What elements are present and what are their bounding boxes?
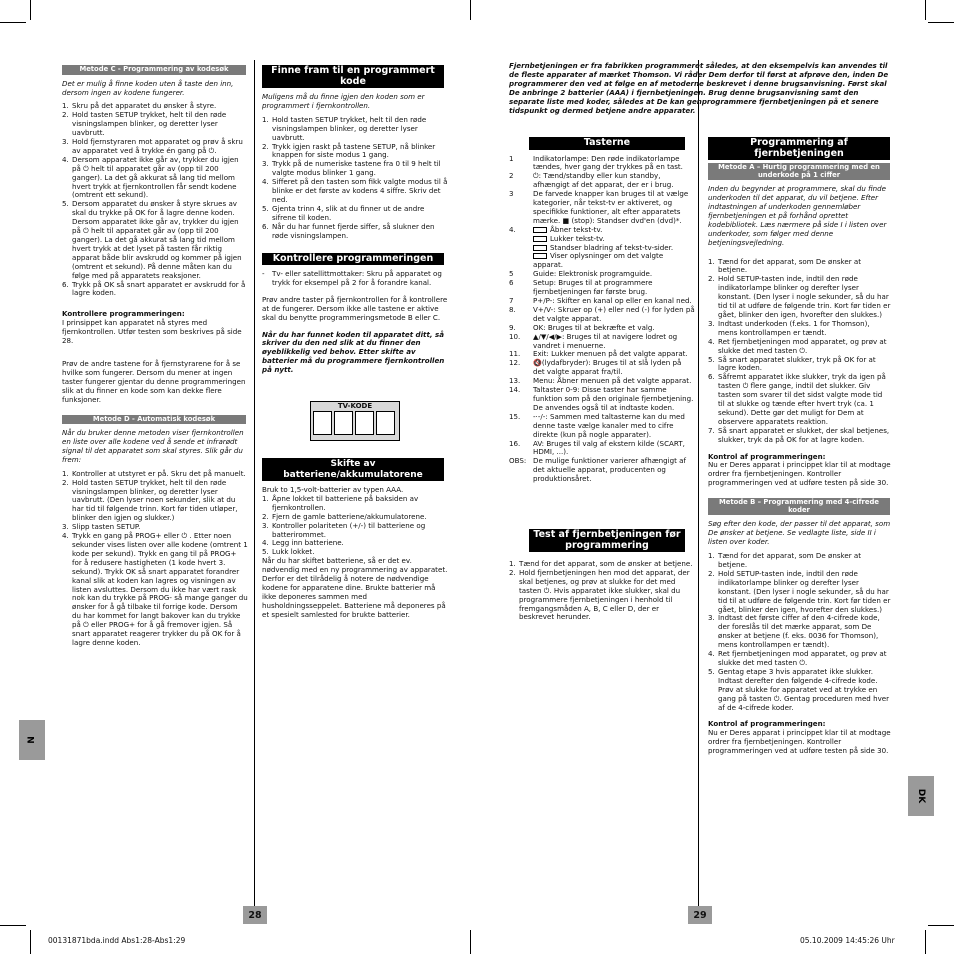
list-item: 1. Tænd for det apparat, som De ønsker at betjene. bbox=[708, 256, 862, 275]
section-header-test: Test af fjernbetjeningen før programmering bbox=[529, 529, 685, 552]
column-4 bbox=[708, 134, 891, 761]
tv-code-digit-box bbox=[334, 411, 353, 435]
teletext-off-icon bbox=[533, 236, 547, 242]
tv-code-box bbox=[310, 401, 400, 441]
list-item: 2. Hold fjernbetjeningen hen mod det apparat, der skal betjenes, og prøv at slukke for det med tasten ⏻. Hvis apparatet ikke slukker, skal du programmere fjernbetjeningen i henhold til fremgangsmåden A, B, C eller D, der er beskrevet herunder. bbox=[509, 567, 690, 622]
control-title: Kontrollere programmeringen: bbox=[62, 309, 185, 319]
list-item: 5. Gentag etape 3 hvis apparatet ikke slukker. Indtast derefter den følgende 4-cifrede kode. Prøv at slukke for apparatet ved at trykke en gang på tasten ⏻. Gentag proceduren med hver af de 4-cifrede koder. bbox=[708, 666, 890, 712]
list-item: 3. Indtast underkoden (f.eks. 1 for Thomson), mens kontrollampen er tændt. bbox=[708, 318, 870, 337]
table-row: 4. Åbner tekst-tv. bbox=[509, 224, 603, 234]
list-item: 3. Slipp tasten SETUP. bbox=[62, 522, 141, 532]
control-text-a: Nu er Deres apparat i princippet klar til at modtage ordrer fra fjernbetjeningen. Kontroller programmeringen ved at udføre testen på side 30. bbox=[708, 460, 891, 488]
list-item: 4. Sifferet på den tasten som fikk valgte modus til å blinke er det første av kodens 4 siffre. Skriv det ned. bbox=[262, 177, 448, 204]
section-header-find-code: Finne fram til en programmert kode bbox=[262, 65, 444, 88]
table-row: 14. Taltaster 0-9: Disse taster har samme funktion som på den originale fjernbetjening. De anvendes også til at indtaste koden. bbox=[509, 385, 694, 412]
list-item: 1. Kontroller at utstyret er på. Skru det på manuelt. bbox=[62, 468, 246, 478]
find-intro: Muligens må du finne igjen den koden som er programmert i fjernkontrollen. bbox=[262, 92, 425, 110]
section-header-keys: Tasterne bbox=[529, 137, 685, 150]
crop-mark bbox=[30, 930, 31, 954]
section-header-control: Kontrollere programmeringen bbox=[262, 253, 444, 266]
column-divider bbox=[254, 60, 255, 912]
list-item: 1. Tænd for det apparat, som De ønsker at betjene. bbox=[708, 551, 862, 569]
section-header-method-b: Metode B – Programmering med 4-cifrede koder bbox=[708, 498, 890, 515]
crop-mark bbox=[0, 925, 26, 926]
list-item: 4. Ret fjernbetjeningen mod apparatet, og prøv at slukke det med tasten ⏻. bbox=[708, 649, 887, 667]
section-header-programming: Programmering af fjernbetjeningen bbox=[708, 137, 890, 160]
method-b-steps bbox=[708, 552, 891, 712]
method-d-steps bbox=[62, 470, 248, 648]
crop-mark bbox=[470, 0, 471, 20]
table-row: 10. ▲/▼/◀/▶: Bruges til at navigere lodret og vandret i menuerne. bbox=[509, 331, 678, 350]
list-item: 4. Legg inn batteriene. bbox=[262, 538, 344, 548]
table-row: 8. V+/V-: Skruer op (+) eller ned (-) for lyden på det valgte apparat. bbox=[509, 304, 695, 323]
list-item: 6. Når du har funnet fjerde siffer, så slukner den røde visningslampen. bbox=[262, 221, 435, 240]
battery-text: Når du har skiftet batteriene, så er det ev. nødvendig med en ny programmering av apparatet. Derfor er det tilrådelig å notere de nødvendige kodene for apparatene dine. Brukte batterier må ikke deponeres sammen med husholdningsseppelet. Batteriene må deponeres på et spesielt samlested for brukte batterier. bbox=[262, 556, 448, 619]
column-3-lower bbox=[509, 526, 695, 622]
method-d-intro: Når du bruker denne metoden viser fjernkontrollen en liste over alle kodene ved å sende et infrarødt signal til det apparatet som skal styres. Slik går du frem: bbox=[62, 428, 244, 464]
intro-paragraph bbox=[509, 62, 889, 120]
keys-table bbox=[509, 155, 695, 485]
tv-code-cells bbox=[311, 411, 399, 435]
tv-code-digit-box bbox=[355, 411, 374, 435]
teletext-on-icon bbox=[533, 227, 547, 233]
control-title-b: Kontrol af programmeringen: bbox=[708, 719, 826, 729]
footer-file-info: 00131871bda.indd Abs1:28-Abs1:29 bbox=[48, 936, 186, 945]
method-c-intro: Det er mulig å finne koden uten å taste den inn, dersom ingen av kodene fungerer. bbox=[62, 78, 234, 97]
control-title-a: Kontrol af programmeringen: bbox=[708, 451, 826, 461]
column-2-lower bbox=[262, 455, 448, 625]
list-item: 4. Trykk en gang på PROG+ eller ⏻ . Etter noen sekunder vises listen over alle kodene (omtrent 1 kode per sekund). Trykk en gang til på PROG+ for å redusere hastigheten (1 kode hvert 3. sekund). Trykk OK så snart apparatet forandrer kanal slik at koden kan lagres og visningen av listen avsluttes. Dersom du ikke har vært rask nok kan du trykke på PROG- så mange ganger du ønsker for å gå tilbake til forrige kode. Dersom du har kommet for langt bakover kan du trykke på ⏻ eller PROG+ for å gå fremover igjen. Så snart apparatet reagerer trykker du på OK for å lagre denne koden. bbox=[62, 531, 248, 647]
list-item: 2. Hold SETUP-tasten inde, indtil den røde indikatorlampe blinker og derefter lyser konstant. (Den lyser i nogle sekunder, så du har tid til at udføre de følgende trin. Kort før tiden er gået, blinker den igen, hvorefter den slukkes.) bbox=[708, 568, 891, 614]
table-row: Standser bladring af tekst-tv-sider. bbox=[509, 244, 695, 253]
table-row: 12. 🔇(lydafbryder): Bruges til at slå lyden på det valgte apparat fra/til. bbox=[509, 358, 682, 377]
info-icon bbox=[533, 253, 547, 259]
list-item: 2. Fjern de gamle batteriene/akkumulatorene. bbox=[262, 511, 427, 521]
table-row: 5 Guide: Elektronisk programguide. bbox=[509, 269, 653, 279]
table-row: OBS: De mulige funktioner varierer afhængigt af det aktuelle apparat, producenten og produktionsåret. bbox=[509, 456, 687, 484]
list-item: 4. Ret fjernbetjeningen mod apparatet, og prøv at slukke det med tasten ⏻. bbox=[708, 336, 887, 355]
language-tab-left: N bbox=[19, 720, 45, 760]
table-row: 15. -·-/-: Sammen med taltasterne kan du med denne taste vælge kanaler med to cifre direkte (kun på nogle apparater). bbox=[509, 411, 685, 439]
table-row: Lukker tekst-tv. bbox=[509, 235, 695, 244]
table-row: 1 Indikatorlampe: Den røde indikatorlampe tændes, hver gang der trykkes på en tast. bbox=[509, 153, 683, 172]
list-item: 3. Trykk på de numeriske tastene fra 0 til 9 helt til valgte modus blinker 1 gang. bbox=[262, 159, 441, 178]
list-item: 3. Hold fjernstyraren mot apparatet og prøv å skru av apparatet ved å trykke én gang på ⏻. bbox=[62, 137, 243, 155]
list-item: 5. Lukk lokket. bbox=[262, 547, 315, 557]
crop-mark bbox=[470, 930, 471, 954]
find-steps bbox=[262, 116, 448, 241]
list-item: 7. Så snart apparatet er slukket, der skal betjenes, slukker, tryk da på OK for at lagre koden. bbox=[708, 425, 890, 444]
list-item: 2. Hold tasten SETUP trykket, helt til den røde visningslampen blinker, og deretter lyser uavbrutt. bbox=[62, 110, 227, 138]
page-number-left: 28 bbox=[243, 906, 267, 924]
battery-steps bbox=[262, 495, 448, 557]
language-tab-right: DK bbox=[908, 776, 934, 816]
list-item: - Tv- eller satellittmottaker: Skru på apparatet og trykk for eksempel på 2 for å forandre kanal. bbox=[262, 269, 442, 287]
list-item: 1. Hold tasten SETUP trykket, helt til den røde visningslampen blinker, og deretter lyser uavbrutt. bbox=[262, 114, 427, 142]
crop-mark bbox=[0, 22, 26, 23]
teletext-hold-icon bbox=[533, 245, 547, 251]
table-row: 3 De farvede knapper kan bruges til at vælge kategorier, når tekst-tv er aktiveret, og specifikke funktioner, alt efter apparatets mærke. ■ (stop): Standser dvd'en (dvd)*. bbox=[509, 189, 689, 225]
column-3 bbox=[509, 134, 695, 484]
list-item: 1. Skru på det apparatet du ønsker å styre. bbox=[62, 101, 217, 111]
table-row: 13. Menu: Åbner menuen på det valgte apparat. bbox=[509, 376, 692, 386]
tv-code-digit-box bbox=[313, 411, 332, 435]
list-item: 6. Såfremt apparatet ikke slukker, tryk da igen på tasten ⏻ flere gange, indtil det slukker. Giv tasten som svarer til det sidst valgte mode tid til at slukke og tænde efter hvert tryk (ca. 1 sekund). Dette gør det muligt for Dem at observere apparatets reaktion. bbox=[708, 372, 886, 426]
list-item: 3. Kontroller polariteten (+/-) til batteriene og batterirommet. bbox=[262, 520, 426, 539]
crop-mark bbox=[30, 0, 31, 20]
page-number-right: 29 bbox=[688, 906, 712, 924]
list-item: 2. Hold tasten SETUP trykket, helt til den røde visningslampen blinker, og deretter lyser uavbrutt. (Den lyser noen sekunder, slik at du har tid til følgende trinn. Kort før tiden utløper, blinker den igjen og slukker.) bbox=[62, 477, 238, 523]
battery-intro: Bruk to 1,5-volt-batterier av typen AAA. bbox=[262, 485, 404, 494]
control-text: I prinsippet kan apparatet nå styres med fjernkontrollen. Utfør testen som beskrives på side 28. bbox=[62, 318, 242, 346]
method-c-steps bbox=[62, 102, 248, 298]
tv-code-label: TV-KODE bbox=[337, 402, 373, 410]
found-note: Når du har funnet koden til apparatet ditt, så skriver du den ned slik at du finner den øyeblikkelig ved behov. Etter skifte av batterier må du programmere fjernkontrollen på nytt. bbox=[262, 329, 445, 375]
footer-timestamp: 05.10.2009 14:45:26 Uhr bbox=[800, 936, 895, 945]
list-item: 2. Hold SETUP-tasten inde, indtil den røde indikatorlampe blinker og derefter lyser konstant. (Den lyser i nogle sekunder, så du har tid til at udføre de følgende trin. Kort før tiden er gået, blinker den igen, hvorefter den slukkes.) bbox=[708, 274, 891, 319]
list-item: 1. Åpne lokket til batteriene på baksiden av fjernkontrollen. bbox=[262, 493, 419, 512]
list-item: 3. Indtast det første ciffer af den 4-cifrede kode, der foreslås til det mærke apparat, som De ønsker at betjene (f. eks. 0036 for Thomson), mens kontrollampen er tændt). bbox=[708, 613, 880, 650]
table-row: 16. AV: Bruges til valg af ekstern kilde (SCART, HDMI, ...). bbox=[509, 438, 685, 457]
section-header-method-d: Metode D - Automatisk kodesøk bbox=[62, 415, 246, 425]
method-a-steps bbox=[708, 258, 891, 445]
table-row: 7 P+/P-: Skifter en kanal op eller en kanal ned. bbox=[509, 296, 692, 305]
list-item: 4. Dersom apparatet ikke går av, trykker du igjen på ⏻ helt til apparatet går av (opp til 200 ganger). La det gå akkurat så lang tid mellom hvert trykk at fjernkontrollen får sendt kodene (omtrent ett sekund). bbox=[62, 154, 239, 200]
table-row: 9. OK: Bruges til at bekræfte et valg. bbox=[509, 322, 655, 332]
test-steps bbox=[509, 560, 695, 622]
method-a-intro: Inden du begynder at programmere, skal du finde underkoden til det apparat, du vil betjene. Efter indtastningen af underkoden gennemløber fjernbetjeningen et på forhånd oprettet kodebibliotek. Læs nærmere på side I i listen over underkoder, som følger med denne betjeningsvejledning. bbox=[708, 184, 887, 247]
control-items bbox=[262, 270, 448, 288]
list-item: 1. Tænd for det apparat, som de ønsker at betjene. bbox=[509, 559, 693, 568]
table-row: Viser oplysninger om det valgte apparat. bbox=[533, 251, 664, 270]
tv-code-digit-box bbox=[376, 411, 395, 435]
list-item: 5. Så snart apparatet slukker, tryk på OK for at lagre koden. bbox=[708, 354, 876, 373]
crop-mark bbox=[928, 925, 954, 926]
list-item: 5. Gjenta trinn 4, slik at du finner ut de andre sifrene til koden. bbox=[262, 203, 425, 222]
section-header-method-a: Metode A – Hurtig programmering med en underkode på 1 ciffer bbox=[708, 163, 890, 180]
tip-text: Prøv de andre tastene for å fjernstyrarene for å se hvilke som fungerer. Dersom du mener at ingen taster fungerer gjentar du denne programmeringen slik at du finner en kode som kan dekke flere funksjoner. bbox=[62, 358, 246, 404]
list-item: 2. Trykk igjen raskt på tastene SETUP, nå blinker knappen for siste modus 1 gang. bbox=[262, 141, 436, 160]
section-header-method-c: Metode C - Programmering av kodesøk bbox=[62, 65, 246, 75]
column-divider bbox=[698, 60, 699, 912]
table-row: 2 ⏻: Tænd/standby eller kun standby, afhængigt af det apparat, der er i brug. bbox=[509, 171, 674, 190]
intro-text: Fjernbetjeningen er fra fabrikken programmeret således, at den eksempelvis kan anvendes til de fleste apparater af mærket Thomson. Vi råder Dem derfor til først at afprøve den, inden De programmerer den ved at følge en af metoderne beskrevet i denne brugsanvisning. Først skal De anbringe 2 batterier (AAA) i fjernbetjeningen. Brug denne brugsanvisning samt den separate liste med koder, således at De kan genprogrammere fjernbetjeningen på et senere tidspunkt og dermed betjene andre apparater. bbox=[509, 61, 889, 115]
crop-mark bbox=[925, 930, 926, 954]
crop-mark bbox=[928, 22, 954, 23]
method-b-intro: Søg efter den kode, der passer til det apparat, som De ønsker at betjene. Se vedlagte liste, side II i listen over koder. bbox=[708, 519, 891, 547]
list-item: 6. Trykk på OK så snart apparatet er avskrudd for å lagre koden. bbox=[62, 279, 246, 298]
column-1 bbox=[62, 62, 248, 648]
control-text: Prøv andre taster på fjernkontrollen for å kontrollere at de fungerer. Dersom ikke alle tastene er aktive skal du benytte programmeringsmetode B eller C. bbox=[262, 294, 448, 322]
table-row: 11. Exit: Lukker menuen på det valgte apparat. bbox=[509, 349, 688, 359]
control-text-b: Nu er Deres apparat i princippet klar til at modtage ordrer fra fjernbetjeningen. Kontroller programmeringen ved at udføre testen på side 30. bbox=[708, 728, 891, 756]
column-2 bbox=[262, 62, 448, 380]
section-header-battery: Skifte av batteriene/akkumulatorene bbox=[262, 458, 444, 481]
crop-mark bbox=[925, 0, 926, 20]
list-item: 5. Dersom apparatet du ønsker å styre skrues av skal du trykke på OK for å lagre denne koden. Dersom apparatet ikke går av, trykker du igjen på ⏻ helt til apparatet går av (opp til 200 ganger). La det gå akkurat så lang tid mellom hvert trykk at det lyset på tasten får riktig apparat både blir avskrudd og kommer på igjen (omtrent et sekund). På denne måten kan du følge med på apparatets reaksjoner. bbox=[62, 199, 242, 280]
table-row: 6 Setup: Bruges til at programmere fjernbetjeningen før første brug. bbox=[509, 278, 653, 297]
